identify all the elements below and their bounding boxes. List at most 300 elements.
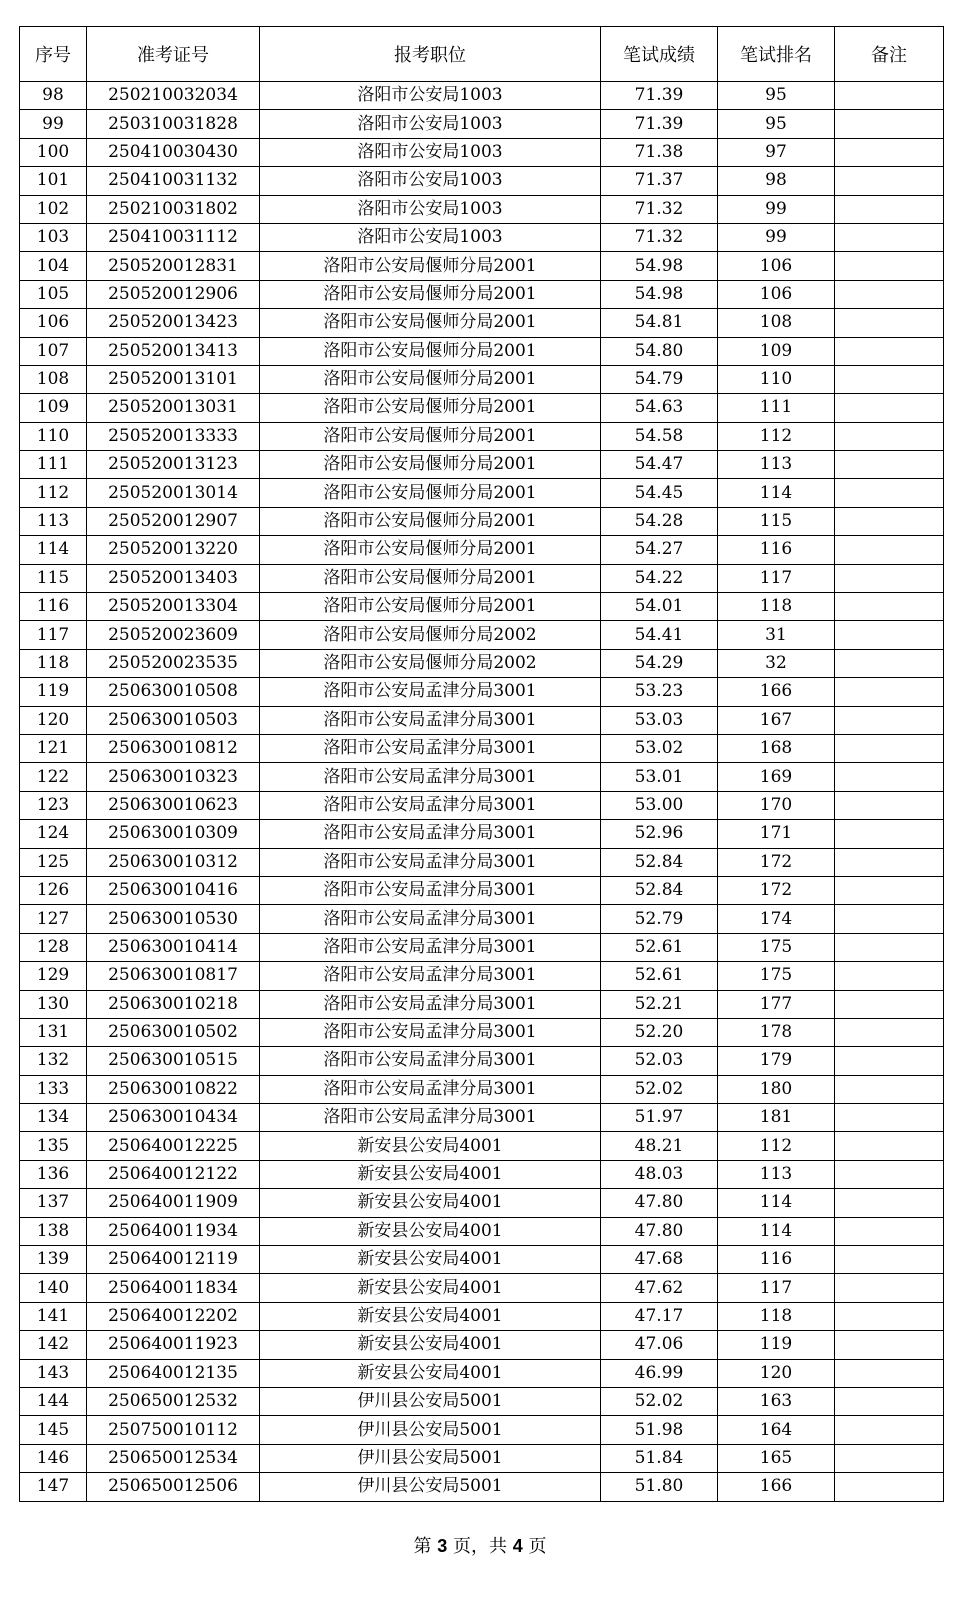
cell-score: 54.01	[601, 593, 718, 621]
cell-score: 47.17	[601, 1302, 718, 1330]
cell-seq: 133	[20, 1075, 87, 1103]
cell-remark	[835, 1331, 944, 1359]
table-row	[20, 1359, 944, 1387]
cell-score: 54.63	[601, 394, 718, 422]
cell-seq: 116	[20, 593, 87, 621]
cell-position: 新安县公安局4001	[260, 1160, 601, 1188]
cell-remark	[835, 1018, 944, 1046]
cell-position: 洛阳市公安局孟津分局3001	[260, 905, 601, 933]
cell-score: 52.79	[601, 905, 718, 933]
cell-score: 47.06	[601, 1331, 718, 1359]
results-table	[19, 26, 944, 1502]
table-row	[20, 507, 944, 535]
cell-position: 新安县公安局4001	[260, 1359, 601, 1387]
cell-exam-id: 250410031112	[87, 223, 260, 251]
cell-score: 52.61	[601, 933, 718, 961]
cell-seq: 143	[20, 1359, 87, 1387]
cell-seq: 119	[20, 678, 87, 706]
cell-exam-id: 250630010515	[87, 1047, 260, 1075]
cell-rank: 181	[718, 1104, 835, 1132]
cell-rank: 98	[718, 167, 835, 195]
cell-position: 洛阳市公安局孟津分局3001	[260, 876, 601, 904]
cell-remark	[835, 1047, 944, 1075]
cell-remark	[835, 110, 944, 138]
cell-seq: 108	[20, 365, 87, 393]
cell-seq: 127	[20, 905, 87, 933]
cell-remark	[835, 791, 944, 819]
cell-rank: 177	[718, 990, 835, 1018]
table-row	[20, 280, 944, 308]
cell-rank: 170	[718, 791, 835, 819]
cell-rank: 172	[718, 848, 835, 876]
cell-exam-id: 250630010817	[87, 962, 260, 990]
cell-score: 54.80	[601, 337, 718, 365]
cell-remark	[835, 564, 944, 592]
header-exam-id: 准考证号	[87, 27, 260, 82]
cell-remark	[835, 252, 944, 280]
cell-score: 52.84	[601, 876, 718, 904]
cell-rank: 178	[718, 1018, 835, 1046]
cell-score: 54.98	[601, 280, 718, 308]
table-row	[20, 848, 944, 876]
cell-remark	[835, 649, 944, 677]
table-row	[20, 1416, 944, 1444]
cell-rank: 95	[718, 82, 835, 110]
cell-exam-id: 250520013031	[87, 394, 260, 422]
cell-position: 洛阳市公安局偃师分局2001	[260, 252, 601, 280]
cell-score: 52.61	[601, 962, 718, 990]
footer-middle: 页，共	[447, 1536, 513, 1557]
cell-position: 新安县公安局4001	[260, 1331, 601, 1359]
cell-exam-id: 250650012534	[87, 1444, 260, 1472]
cell-seq: 105	[20, 280, 87, 308]
cell-position: 洛阳市公安局偃师分局2001	[260, 422, 601, 450]
cell-exam-id: 250630010623	[87, 791, 260, 819]
cell-seq: 123	[20, 791, 87, 819]
cell-exam-id: 250650012506	[87, 1473, 260, 1501]
cell-exam-id: 250630010812	[87, 734, 260, 762]
cell-exam-id: 250640011934	[87, 1217, 260, 1245]
cell-exam-id: 250630010312	[87, 848, 260, 876]
table-row	[20, 422, 944, 450]
cell-seq: 114	[20, 536, 87, 564]
cell-rank: 164	[718, 1416, 835, 1444]
cell-score: 52.21	[601, 990, 718, 1018]
table-row	[20, 791, 944, 819]
cell-position: 洛阳市公安局偃师分局2002	[260, 621, 601, 649]
cell-position: 新安县公安局4001	[260, 1217, 601, 1245]
cell-seq: 139	[20, 1246, 87, 1274]
cell-exam-id: 250410031132	[87, 167, 260, 195]
cell-score: 52.02	[601, 1075, 718, 1103]
cell-score: 54.27	[601, 536, 718, 564]
cell-remark	[835, 1132, 944, 1160]
cell-rank: 166	[718, 678, 835, 706]
table-row	[20, 1217, 944, 1245]
cell-score: 53.00	[601, 791, 718, 819]
table-row	[20, 337, 944, 365]
cell-rank: 112	[718, 422, 835, 450]
cell-seq: 126	[20, 876, 87, 904]
cell-position: 洛阳市公安局孟津分局3001	[260, 933, 601, 961]
cell-remark	[835, 536, 944, 564]
table-row	[20, 593, 944, 621]
cell-remark	[835, 933, 944, 961]
cell-rank: 116	[718, 1246, 835, 1274]
cell-rank: 32	[718, 649, 835, 677]
cell-position: 洛阳市公安局孟津分局3001	[260, 1104, 601, 1132]
table-row	[20, 365, 944, 393]
table-row	[20, 1302, 944, 1330]
cell-exam-id: 250520013123	[87, 451, 260, 479]
cell-exam-id: 250630010503	[87, 706, 260, 734]
table-row	[20, 990, 944, 1018]
cell-seq: 136	[20, 1160, 87, 1188]
cell-rank: 113	[718, 1160, 835, 1188]
cell-remark	[835, 876, 944, 904]
table-row	[20, 110, 944, 138]
header-rank: 笔试排名	[718, 27, 835, 82]
table-row	[20, 195, 944, 223]
table-row	[20, 564, 944, 592]
cell-seq: 115	[20, 564, 87, 592]
cell-score: 54.22	[601, 564, 718, 592]
cell-score: 53.23	[601, 678, 718, 706]
cell-score: 54.98	[601, 252, 718, 280]
cell-score: 52.84	[601, 848, 718, 876]
cell-remark	[835, 422, 944, 450]
cell-remark	[835, 820, 944, 848]
cell-position: 洛阳市公安局1003	[260, 167, 601, 195]
cell-exam-id: 250520013101	[87, 365, 260, 393]
cell-remark	[835, 1387, 944, 1415]
table-row	[20, 734, 944, 762]
cell-seq: 141	[20, 1302, 87, 1330]
cell-position: 洛阳市公安局孟津分局3001	[260, 791, 601, 819]
cell-position: 洛阳市公安局偃师分局2001	[260, 280, 601, 308]
cell-exam-id: 250630010508	[87, 678, 260, 706]
footer-suffix: 页	[522, 1536, 547, 1557]
cell-score: 48.21	[601, 1132, 718, 1160]
cell-rank: 113	[718, 451, 835, 479]
cell-position: 洛阳市公安局偃师分局2001	[260, 593, 601, 621]
cell-remark	[835, 848, 944, 876]
cell-exam-id: 250520013403	[87, 564, 260, 592]
cell-exam-id: 250520012831	[87, 252, 260, 280]
cell-rank: 112	[718, 1132, 835, 1160]
cell-seq: 112	[20, 479, 87, 507]
cell-exam-id: 250630010414	[87, 933, 260, 961]
cell-rank: 118	[718, 1302, 835, 1330]
cell-position: 新安县公安局4001	[260, 1189, 601, 1217]
cell-rank: 95	[718, 110, 835, 138]
table-row	[20, 1132, 944, 1160]
table-row	[20, 678, 944, 706]
cell-seq: 111	[20, 451, 87, 479]
table-row	[20, 167, 944, 195]
cell-rank: 110	[718, 365, 835, 393]
cell-score: 52.20	[601, 1018, 718, 1046]
cell-position: 伊川县公安局5001	[260, 1416, 601, 1444]
table-row	[20, 138, 944, 166]
cell-seq: 134	[20, 1104, 87, 1132]
table-row	[20, 1018, 944, 1046]
cell-score: 54.47	[601, 451, 718, 479]
cell-position: 新安县公安局4001	[260, 1246, 601, 1274]
table-row	[20, 1473, 944, 1501]
cell-rank: 31	[718, 621, 835, 649]
cell-seq: 142	[20, 1331, 87, 1359]
cell-remark	[835, 82, 944, 110]
cell-exam-id: 250520013014	[87, 479, 260, 507]
cell-seq: 100	[20, 138, 87, 166]
cell-exam-id: 250630010530	[87, 905, 260, 933]
cell-exam-id: 250630010218	[87, 990, 260, 1018]
cell-seq: 98	[20, 82, 87, 110]
cell-position: 洛阳市公安局偃师分局2002	[260, 649, 601, 677]
cell-seq: 129	[20, 962, 87, 990]
cell-score: 71.38	[601, 138, 718, 166]
cell-exam-id: 250640012202	[87, 1302, 260, 1330]
cell-rank: 169	[718, 763, 835, 791]
cell-seq: 146	[20, 1444, 87, 1472]
cell-exam-id: 250640012135	[87, 1359, 260, 1387]
cell-exam-id: 250520023535	[87, 649, 260, 677]
cell-score: 54.79	[601, 365, 718, 393]
header-remark: 备注	[835, 27, 944, 82]
cell-seq: 102	[20, 195, 87, 223]
page-footer	[0, 1532, 960, 1558]
cell-position: 新安县公安局4001	[260, 1302, 601, 1330]
cell-seq: 110	[20, 422, 87, 450]
cell-rank: 179	[718, 1047, 835, 1075]
cell-rank: 119	[718, 1331, 835, 1359]
cell-rank: 171	[718, 820, 835, 848]
table-row	[20, 1160, 944, 1188]
table-row	[20, 962, 944, 990]
cell-position: 伊川县公安局5001	[260, 1473, 601, 1501]
cell-position: 洛阳市公安局1003	[260, 82, 601, 110]
cell-remark	[835, 1189, 944, 1217]
cell-position: 洛阳市公安局1003	[260, 195, 601, 223]
cell-position: 洛阳市公安局1003	[260, 138, 601, 166]
cell-remark	[835, 309, 944, 337]
header-row	[20, 27, 944, 82]
table-row	[20, 394, 944, 422]
cell-rank: 117	[718, 564, 835, 592]
cell-exam-id: 250410030430	[87, 138, 260, 166]
cell-score: 71.32	[601, 223, 718, 251]
cell-score: 51.80	[601, 1473, 718, 1501]
cell-rank: 99	[718, 223, 835, 251]
cell-seq: 135	[20, 1132, 87, 1160]
cell-exam-id: 250750010112	[87, 1416, 260, 1444]
cell-position: 洛阳市公安局1003	[260, 110, 601, 138]
cell-rank: 167	[718, 706, 835, 734]
table-row	[20, 309, 944, 337]
cell-position: 洛阳市公安局偃师分局2001	[260, 337, 601, 365]
cell-remark	[835, 479, 944, 507]
table-row	[20, 706, 944, 734]
cell-remark	[835, 1274, 944, 1302]
cell-rank: 106	[718, 280, 835, 308]
footer-prefix: 第	[413, 1536, 438, 1557]
cell-position: 洛阳市公安局孟津分局3001	[260, 1018, 601, 1046]
cell-seq: 140	[20, 1274, 87, 1302]
cell-remark	[835, 1416, 944, 1444]
table-row	[20, 1075, 944, 1103]
cell-seq: 103	[20, 223, 87, 251]
cell-remark	[835, 734, 944, 762]
cell-position: 洛阳市公安局孟津分局3001	[260, 734, 601, 762]
cell-exam-id: 250630010434	[87, 1104, 260, 1132]
cell-seq: 118	[20, 649, 87, 677]
cell-exam-id: 250310031828	[87, 110, 260, 138]
cell-remark	[835, 1160, 944, 1188]
cell-score: 71.39	[601, 82, 718, 110]
cell-seq: 106	[20, 309, 87, 337]
table-row	[20, 1444, 944, 1472]
cell-score: 53.02	[601, 734, 718, 762]
cell-rank: 117	[718, 1274, 835, 1302]
cell-exam-id: 250630010822	[87, 1075, 260, 1103]
cell-seq: 147	[20, 1473, 87, 1501]
cell-remark	[835, 990, 944, 1018]
cell-position: 洛阳市公安局偃师分局2001	[260, 309, 601, 337]
cell-remark	[835, 1473, 944, 1501]
cell-position: 洛阳市公安局孟津分局3001	[260, 1047, 601, 1075]
cell-rank: 118	[718, 593, 835, 621]
cell-seq: 104	[20, 252, 87, 280]
cell-remark	[835, 167, 944, 195]
cell-exam-id: 250630010323	[87, 763, 260, 791]
cell-seq: 124	[20, 820, 87, 848]
cell-remark	[835, 1104, 944, 1132]
table-row	[20, 451, 944, 479]
cell-rank: 180	[718, 1075, 835, 1103]
table-row	[20, 252, 944, 280]
cell-exam-id: 250630010416	[87, 876, 260, 904]
cell-rank: 108	[718, 309, 835, 337]
cell-remark	[835, 1359, 944, 1387]
table-row	[20, 876, 944, 904]
table-row	[20, 82, 944, 110]
cell-seq: 99	[20, 110, 87, 138]
cell-rank: 116	[718, 536, 835, 564]
cell-exam-id: 250630010309	[87, 820, 260, 848]
cell-position: 洛阳市公安局孟津分局3001	[260, 848, 601, 876]
cell-score: 47.80	[601, 1189, 718, 1217]
cell-position: 洛阳市公安局孟津分局3001	[260, 763, 601, 791]
cell-position: 洛阳市公安局孟津分局3001	[260, 820, 601, 848]
cell-position: 洛阳市公安局1003	[260, 223, 601, 251]
cell-score: 54.58	[601, 422, 718, 450]
cell-remark	[835, 905, 944, 933]
table-row	[20, 1104, 944, 1132]
table-row	[20, 1246, 944, 1274]
cell-remark	[835, 678, 944, 706]
cell-exam-id: 250640012122	[87, 1160, 260, 1188]
cell-score: 53.03	[601, 706, 718, 734]
cell-remark	[835, 763, 944, 791]
cell-rank: 165	[718, 1444, 835, 1472]
cell-score: 52.96	[601, 820, 718, 848]
table-row	[20, 1047, 944, 1075]
cell-position: 新安县公安局4001	[260, 1274, 601, 1302]
cell-position: 洛阳市公安局偃师分局2001	[260, 365, 601, 393]
cell-exam-id: 250640011909	[87, 1189, 260, 1217]
cell-rank: 115	[718, 507, 835, 535]
footer-total-pages: 4	[512, 1536, 523, 1556]
cell-remark	[835, 138, 944, 166]
table-row	[20, 820, 944, 848]
cell-seq: 128	[20, 933, 87, 961]
cell-remark	[835, 507, 944, 535]
cell-rank: 114	[718, 479, 835, 507]
cell-remark	[835, 962, 944, 990]
cell-rank: 163	[718, 1387, 835, 1415]
cell-exam-id: 250640012119	[87, 1246, 260, 1274]
cell-score: 47.68	[601, 1246, 718, 1274]
cell-rank: 166	[718, 1473, 835, 1501]
cell-position: 洛阳市公安局孟津分局3001	[260, 962, 601, 990]
table-row	[20, 479, 944, 507]
cell-score: 54.28	[601, 507, 718, 535]
cell-exam-id: 250210032034	[87, 82, 260, 110]
table-row	[20, 1274, 944, 1302]
cell-position: 伊川县公安局5001	[260, 1387, 601, 1415]
cell-remark	[835, 451, 944, 479]
cell-rank: 114	[718, 1217, 835, 1245]
cell-seq: 138	[20, 1217, 87, 1245]
cell-seq: 132	[20, 1047, 87, 1075]
cell-seq: 144	[20, 1387, 87, 1415]
cell-score: 71.32	[601, 195, 718, 223]
cell-seq: 117	[20, 621, 87, 649]
cell-score: 71.39	[601, 110, 718, 138]
cell-score: 47.80	[601, 1217, 718, 1245]
cell-seq: 137	[20, 1189, 87, 1217]
cell-score: 51.98	[601, 1416, 718, 1444]
header-seq: 序号	[20, 27, 87, 82]
cell-score: 54.41	[601, 621, 718, 649]
cell-seq: 131	[20, 1018, 87, 1046]
cell-seq: 121	[20, 734, 87, 762]
table-row	[20, 1331, 944, 1359]
cell-score: 53.01	[601, 763, 718, 791]
cell-exam-id: 250640012225	[87, 1132, 260, 1160]
cell-remark	[835, 337, 944, 365]
cell-position: 洛阳市公安局孟津分局3001	[260, 990, 601, 1018]
cell-remark	[835, 706, 944, 734]
cell-position: 洛阳市公安局孟津分局3001	[260, 706, 601, 734]
table-row	[20, 536, 944, 564]
cell-seq: 125	[20, 848, 87, 876]
cell-rank: 174	[718, 905, 835, 933]
cell-score: 47.62	[601, 1274, 718, 1302]
cell-exam-id: 250520013423	[87, 309, 260, 337]
cell-position: 伊川县公安局5001	[260, 1444, 601, 1472]
cell-exam-id: 250520023609	[87, 621, 260, 649]
cell-exam-id: 250520012907	[87, 507, 260, 535]
cell-exam-id: 250520013304	[87, 593, 260, 621]
table-row	[20, 1189, 944, 1217]
cell-position: 洛阳市公安局孟津分局3001	[260, 678, 601, 706]
cell-score: 54.45	[601, 479, 718, 507]
cell-seq: 120	[20, 706, 87, 734]
cell-rank: 97	[718, 138, 835, 166]
cell-position: 洛阳市公安局偃师分局2001	[260, 564, 601, 592]
